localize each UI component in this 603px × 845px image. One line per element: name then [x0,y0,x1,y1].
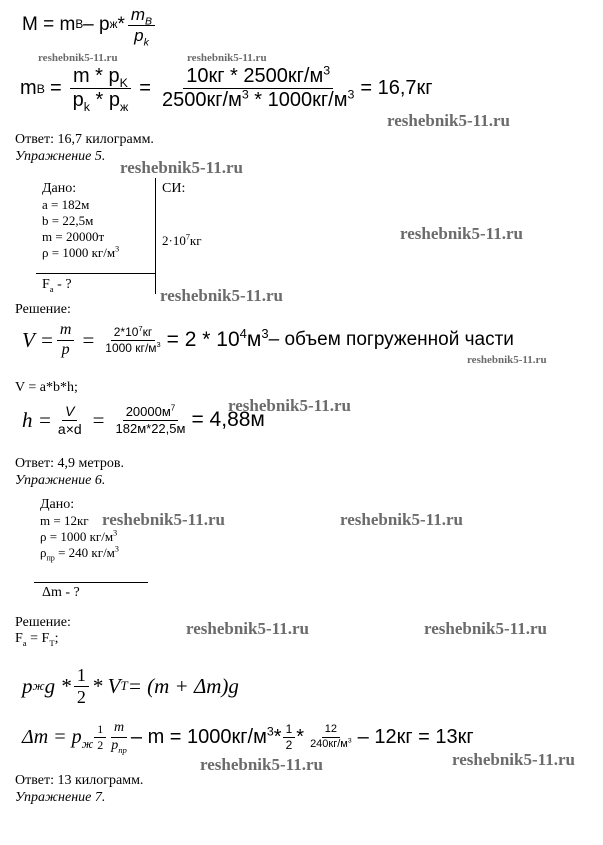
given-rho: ρ = 1000 $кг/м^3$ [42,244,120,260]
watermark: reshebnik5-11.ru [387,111,510,130]
solution-label: Решение: [15,615,71,630]
watermark: reshebnik5-11.ru [340,510,463,529]
solution-label: Решение: [15,302,71,317]
watermark: reshebnik5-11.ru [452,750,575,769]
formula-eq2: $\Delta m = p_ж$ $\frac{1}{2}$ $\frac{m}{p_{пр}}$ – $m = 1000кг/м^3$ * $\frac{1}{2}$ * $\frac{12}{240кг/м^3}$ – 12кг = 13кг [22,720,474,755]
formula-h: h = $\frac{V}{a\times d}$ = $\frac{20000м^7}{182м*22,5м}$ = 4,88м [22,403,265,437]
formula-fa-ft: $F_a = F_T$; [15,631,59,648]
top-formula-lhs: M = m [22,14,76,36]
formula-eq2-result: – 12кг = 13кг [357,725,474,748]
answer-16-7: Ответ: 16,7 килограмм. [15,132,154,147]
exercise-6-heading: Упражнение 6. [15,473,106,488]
formula-mb-frac2: $\frac{10кг * 2500кг/м^3}{2500кг/м^3 * 1000кг/м^3}$ [161,63,355,111]
watermark: reshebnik5-11.ru [187,52,267,64]
answer-13: Ответ: 13 килограмм. [15,773,144,788]
formula-mb-result: = 16,7кг [360,77,433,99]
formula-mb: m B = $\frac{m * p_K}{p_k * p_ж}$ = $\frac{10кг * 2500кг/м^3}{2500кг/м^3 * 1000кг/м^3}$ = 16,7кг [20,63,433,114]
formula-v: V = $\frac{m}{p}$ = $\frac{2*10^7кг}{1000 кг/м^3}$ = $2 * 10^4м^3$ – объем погруженной части [22,321,514,358]
top-formula: M = m B – p ж * $\frac{m_B}{p_k}$ [22,6,158,45]
formula-eq2-frac3: $\frac{1}{2}$ [283,723,296,751]
watermark: reshebnik5-11.ru [38,52,118,64]
exercise-5-given [42,181,119,261]
top-formula-fraction: $\frac{m_B}{p_k}$ [128,6,155,45]
divider [36,273,156,274]
exercise-7-heading: Упражнение 7. [15,790,106,805]
watermark: reshebnik5-11.ru [400,224,523,243]
watermark: reshebnik5-11.ru [102,510,225,529]
given-m: m = 12кг [40,513,89,528]
divider [34,582,148,583]
formula-eq1: p ж g * $\frac{1}{2}$ * V T = (m + Δm)g [22,665,239,707]
given-rho-pr: $\rho_{пр} = 240$ $кг/м^3$ [40,544,119,563]
watermark: reshebnik5-11.ru [120,158,243,177]
find-fa: $F_a$ - ? [42,277,72,294]
formula-h-result: = 4,88м [191,408,265,432]
formula-mb-frac1: $\frac{m * p_K}{p_k * p_ж}$ [70,66,132,111]
given-title: Дано: [42,181,77,196]
given-b: b = 22,5м [42,213,94,228]
formula-eq2-frac2: $\frac{m}{p_{пр}}$ [111,720,127,755]
find-dm: Δm - ? [42,585,80,600]
exercise-5-heading: Упражнение 5. [15,149,106,164]
answer-4-9: Ответ: 4,9 метров. [15,456,124,471]
given-m: m = 20000т [42,229,105,244]
watermark: reshebnik5-11.ru [186,619,309,638]
watermark: reshebnik5-11.ru [228,396,351,415]
formula-v-comment: – объем погруженной части [268,329,514,351]
divider [155,178,156,294]
watermark: reshebnik5-11.ru [200,755,323,774]
given-title: Дано: [40,497,75,512]
given-a: a = 182м [42,197,90,212]
formula-eq2-frac4: $\frac{12}{240кг/м^3}$ [310,723,352,750]
watermark: reshebnik5-11.ru [160,286,283,305]
formula-h-frac2: $\frac{20000м^7}{182м*22,5м}$ [115,403,186,436]
formula-vab: V = a*b*h; [15,380,78,395]
si-title: СИ: [162,181,186,196]
watermark: reshebnik5-11.ru [467,354,547,366]
si-value: $2\cdot 10^7кг$ [162,232,202,248]
formula-v-frac1: $\frac{m}{p}$ [57,322,75,359]
formula-eq2-frac1: $\frac{1}{2}$ [94,723,106,751]
formula-v-frac2: $\frac{2*10^7кг}{1000 кг/м^3}$ [105,324,161,355]
formula-eq1-frac: $\frac{1}{2}$ [74,666,89,707]
given-rho: ρ = 1000 $кг/м^3$ [40,528,118,544]
watermark: reshebnik5-11.ru [424,619,547,638]
formula-h-frac1: $\frac{V}{a\times d}$ [57,403,82,437]
